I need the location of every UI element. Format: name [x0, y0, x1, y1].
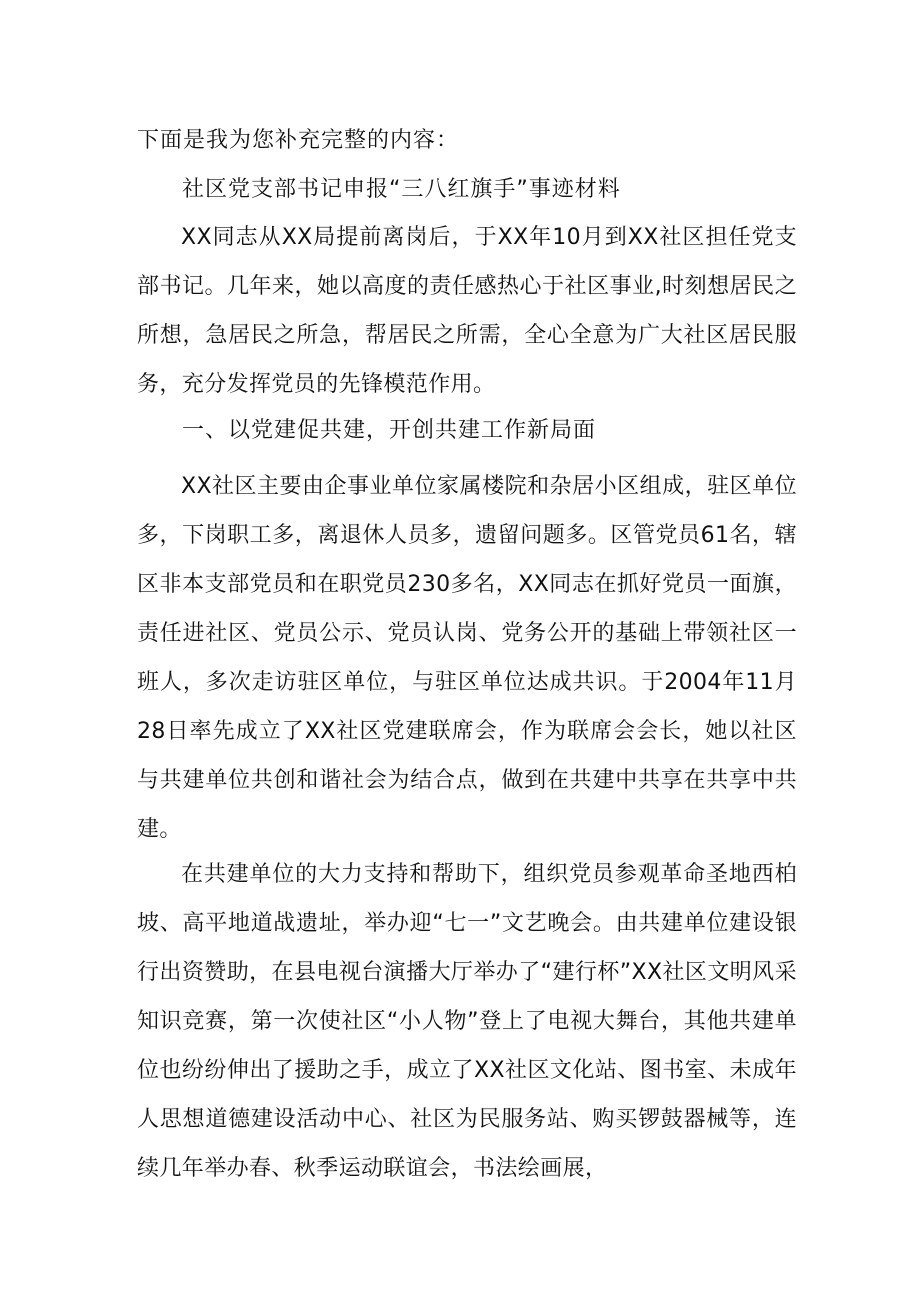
intro-line: 下面是我为您补充完整的内容：	[137, 128, 460, 153]
body-paragraph-1: XX同志从XX局提前离岗后，于XX年10月到XX社区担任党支部书记。几年来，她以高度的责任感热心于社区事业,时刻想居民之所想，急居民之所急，帮居民之所需，全心全意为广大社区居民服务，充分发挥党员的先锋模范作用。	[137, 225, 797, 397]
body-paragraph-2: XX社区主要由企事业单位家属楼院和杂居小区组成，驻区单位多，下岗职工多，离退休人员多，遗留问题多。区管党员61名，辖区非本支部党员和在职党员230多名，XX同志在抓好党员一面旗，责任进社区、党员公示、党员认岗、党务公开的基础上带领社区一班人，多次走访驻区单位，与驻区单位达成共识。于2004年11月28日率先成立了XX社区党建联席会，作为联席会会长，她以社区与共建单位共创和谐社会为结合点，做到在共建中共享在共享中共建。	[137, 474, 797, 842]
document-title: 社区党支部书记申报“三八红旗手”事迹材料	[182, 177, 621, 202]
body-paragraph-3: 在共建单位的大力支持和帮助下，组织党员参观革命圣地西柏坡、高平地道战遗址，举办迎“七一”文艺晚会。由共建单位建设银行出资赞助，在县电视台演播大厅举办了“建行杯”XX社区文明风采知识竞赛，第一次使社区“小人物”登上了电视大舞台，其他共建单位也纷纷伸出了援助之手，成立了XX社区文化站、图书室、未成年人思想道德建设活动中心、社区为民服务站、购买锣鼓器械等，连续几年举办春、秋季运动联谊会，书法绘画展，	[137, 862, 797, 1181]
section-heading-1: 一、以党建促共建，开创共建工作新局面	[182, 418, 597, 443]
